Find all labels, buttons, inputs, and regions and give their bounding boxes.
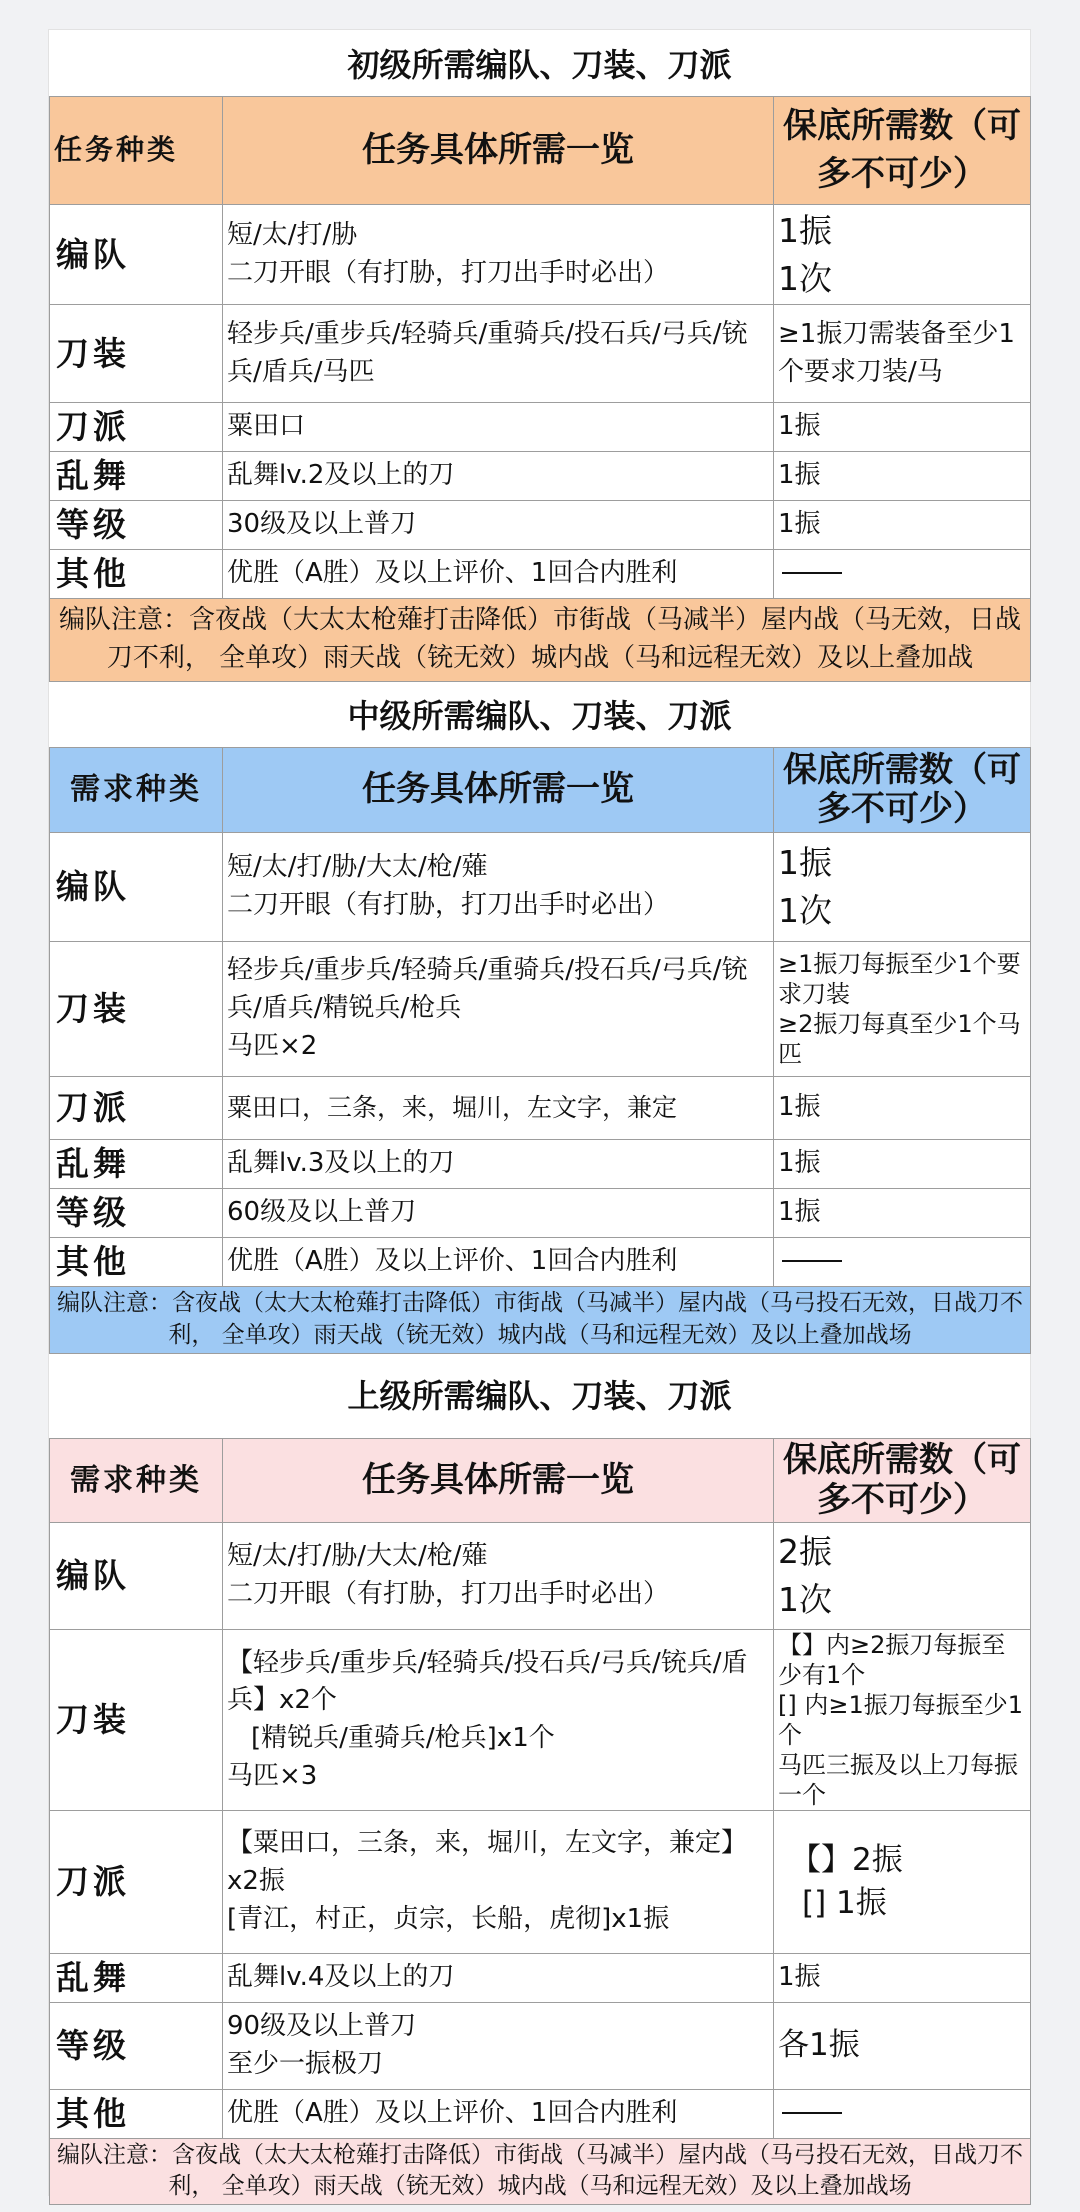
row-count [774,1523,1031,1630]
row-kind: 刀装 [50,942,223,1077]
row-count: 各1振 [774,2002,1031,2089]
row-count [774,2089,1031,2138]
table-row-other [50,2089,1031,2138]
beginner-note-row [50,598,1031,681]
header-count: 保底所需数（可多不可少） [774,97,1031,205]
row-kind: 其他 [50,1237,223,1286]
beginner-section [49,30,1030,680]
table-row-equipment [50,305,1031,403]
table-row-equipment [50,1630,1031,1811]
count-line: [] 内≥1振刀每振至少1个 [778,1691,1024,1749]
row-count: 1振 [774,1077,1031,1140]
count-line: 1次 [778,891,832,930]
row-detail [223,833,774,942]
row-detail: 乱舞lv.3及以上的刀 [223,1140,774,1189]
intermediate-section [49,680,1030,1350]
row-detail [223,1523,774,1630]
row-detail [223,1811,774,1954]
table-row-school [50,403,1031,452]
table-row-other [50,1237,1031,1286]
dash-mark [782,2112,842,2114]
count-line: [] 1振 [802,1885,887,1921]
row-detail: 乱舞lv.4及以上的刀 [223,1954,774,2003]
row-detail [223,1630,774,1811]
row-detail: 优胜（A胜）及以上评价、1回合内胜利 [223,2089,774,2138]
row-kind: 刀装 [50,305,223,403]
table-row-school [50,1077,1031,1140]
row-count: ≥1振刀需装备至少1个要求刀装/马 [774,305,1031,403]
row-kind: 等级 [50,501,223,550]
table-row-equipment [50,942,1031,1077]
header-count: 保底所需数（可多不可少） [774,748,1031,833]
row-detail [223,2002,774,2089]
row-kind: 乱舞 [50,1954,223,2003]
table-row-other [50,549,1031,598]
table-row-ranbu [50,1954,1031,2003]
row-count [774,833,1031,942]
row-detail: 60级及以上普刀 [223,1188,774,1237]
row-count [774,942,1031,1077]
row-count [774,1237,1031,1286]
row-kind: 等级 [50,1188,223,1237]
row-kind: 编队 [50,833,223,942]
header-kind: 任务种类 [50,97,223,205]
detail-line: 短/太/打/胁 [227,219,358,250]
row-detail: 轻步兵/重步兵/轻骑兵/重骑兵/投石兵/弓兵/铳兵/盾兵/马匹 [223,305,774,403]
detail-line: 至少一振极刀 [227,2048,384,2079]
table-row-ranbu [50,1140,1031,1189]
row-count [774,205,1031,305]
table-row-ranbu [50,452,1031,501]
intermediate-table [49,747,1031,1354]
table-row-level [50,1188,1031,1237]
table-row-level [50,501,1031,550]
detail-line: 轻步兵/重步兵/轻骑兵/重骑兵/投石兵/弓兵/铳兵/盾兵/精锐兵/枪兵 [227,955,748,1024]
row-count [774,1630,1031,1811]
row-count: 1振 [774,452,1031,501]
row-detail: 粟田口 [223,403,774,452]
row-count: 1振 [774,1188,1031,1237]
row-detail: 优胜（A胜）及以上评价、1回合内胜利 [223,549,774,598]
row-detail: 粟田口，三条，来，堀川，左文字，兼定 [223,1077,774,1140]
row-kind: 乱舞 [50,1140,223,1189]
detail-line: 马匹×3 [227,1760,318,1791]
row-kind: 刀派 [50,403,223,452]
formation-note: 编队注意：含夜战（大太太枪薙打击降低）市街战（马减半）屋内战（马无效，日战刀不利， 全单攻）雨天战（铳无效）城内战（马和远程无效）及以上叠加战 [50,598,1031,681]
row-kind: 其他 [50,2089,223,2138]
header-kind: 需求种类 [50,748,223,833]
dash-mark [782,1260,842,1262]
row-count: 1振 [774,1954,1031,2003]
table-header-row [50,748,1031,833]
count-line: 1次 [778,1580,832,1619]
table-row-school [50,1811,1031,1954]
row-kind: 刀派 [50,1811,223,1954]
row-count: 1振 [774,501,1031,550]
row-count [774,1811,1031,1954]
detail-line: 【粟田口，三条，来，堀川，左文字，兼定】x2振 [227,1828,748,1897]
header-detail: 任务具体所需一览 [223,97,774,205]
advanced-title: 上级所需编队、刀装、刀派 [49,1350,1030,1439]
row-count: 1振 [774,403,1031,452]
header-detail: 任务具体所需一览 [223,1439,774,1523]
formation-note: 编队注意：含夜战（太大太枪薙打击降低）市街战（马减半）屋内战（马弓投石无效，日战刀不利， 全单攻）雨天战（铳无效）城内战（马和远程无效）及以上叠加战场 [50,2138,1031,2204]
row-kind: 编队 [50,1523,223,1630]
header-kind: 需求种类 [50,1439,223,1523]
detail-line: [青江，村正，贞宗，长船，虎彻]x1振 [227,1903,670,1934]
row-kind: 其他 [50,549,223,598]
count-line: ≥1振刀每振至少1个要求刀装 [778,950,1021,1008]
intermediate-note-row [50,1286,1031,1353]
count-line: ≥2振刀每真至少1个马匹 [778,1010,1021,1068]
row-detail: 乱舞lv.2及以上的刀 [223,452,774,501]
count-line: 马匹三振及以上刀每振一个 [778,1751,1018,1809]
header-detail: 任务具体所需一览 [223,748,774,833]
detail-line: 二刀开眼（有打胁，打刀出手时必出） [227,890,670,920]
detail-line: 短/太/打/胁/大太/枪/薙 [227,852,488,883]
count-line: 2振 [778,1532,832,1572]
table-header-row [50,1439,1031,1523]
intermediate-title: 中级所需编队、刀装、刀派 [49,680,1030,748]
row-detail: 30级及以上普刀 [223,501,774,550]
detail-line: [精锐兵/重骑兵/枪兵]x1个 [251,1723,555,1753]
header-count: 保底所需数（可多不可少） [774,1439,1031,1523]
row-kind: 乱舞 [50,452,223,501]
row-detail: 优胜（A胜）及以上评价、1回合内胜利 [223,1237,774,1286]
row-detail [223,205,774,305]
table-row-formation [50,205,1031,305]
table-row-formation [50,833,1031,942]
detail-line: 二刀开眼（有打胁，打刀出手时必出） [227,257,670,288]
row-kind: 刀装 [50,1630,223,1811]
table-row-formation [50,1523,1031,1630]
row-count: 1振 [774,1140,1031,1189]
row-kind: 编队 [50,205,223,305]
count-line: 【】2振 [790,1841,903,1878]
count-line: 1次 [778,258,832,298]
detail-line: 短/太/打/胁/大太/枪/薙 [227,1541,488,1572]
formation-note: 编队注意：含夜战（太大太枪薙打击降低）市街战（马减半）屋内战（马弓投石无效，日战刀不利， 全单攻）雨天战（铳无效）城内战（马和远程无效）及以上叠加战场 [50,1286,1031,1353]
count-line: 1振 [778,843,832,883]
advanced-note-row [50,2138,1031,2204]
count-line: 1振 [778,210,832,250]
advanced-section [49,1350,1030,2200]
detail-line: 马匹×2 [227,1030,318,1061]
dash-mark [782,572,842,574]
count-line: 【】内≥2振刀每振至少有1个 [778,1631,1006,1689]
detail-line: 【轻步兵/重步兵/轻骑兵/投石兵/弓兵/铳兵/盾兵】x2个 [227,1647,748,1716]
detail-line: 二刀开眼（有打胁，打刀出手时必出） [227,1579,670,1609]
requirements-sheet [49,30,1030,2200]
row-count [774,549,1031,598]
table-header-row [50,97,1031,205]
table-row-level [50,2002,1031,2089]
beginner-table [49,96,1031,682]
row-kind: 等级 [50,2002,223,2089]
row-kind: 刀派 [50,1077,223,1140]
row-detail [223,942,774,1077]
advanced-table [49,1438,1031,2205]
beginner-title: 初级所需编队、刀装、刀派 [49,30,1030,97]
detail-line: 90级及以上普刀 [227,2011,417,2042]
